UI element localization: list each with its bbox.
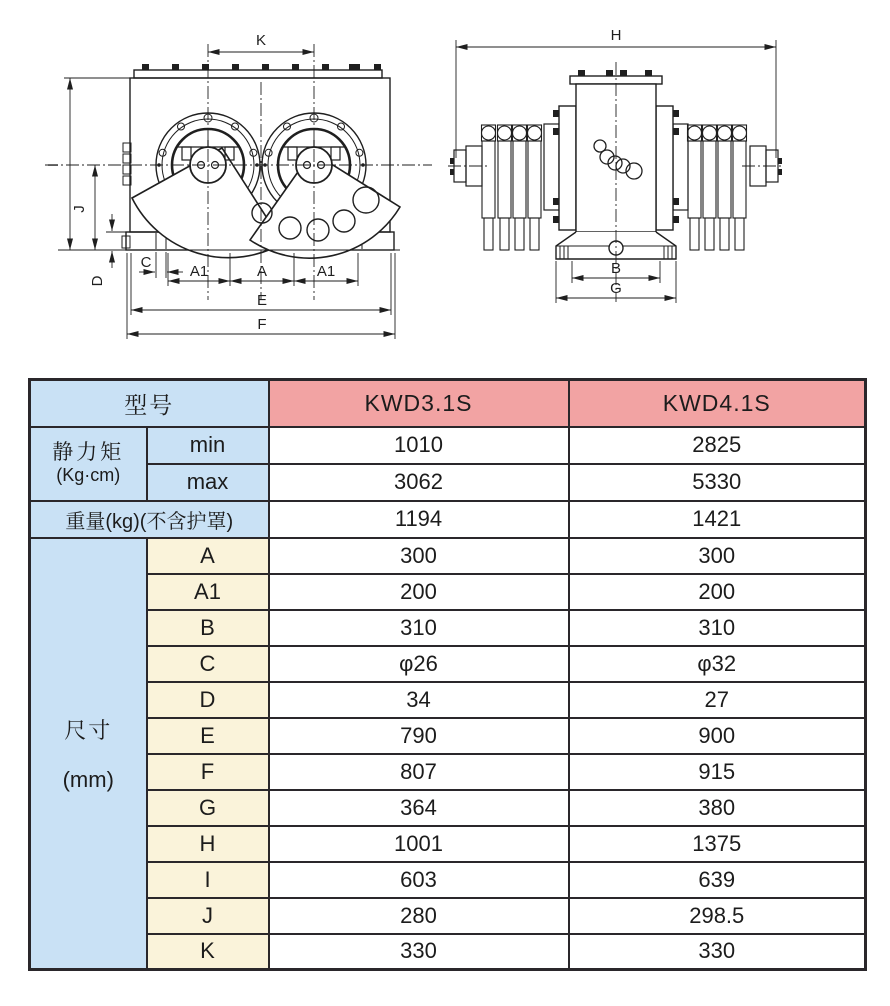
dim-row-k xyxy=(30,934,866,970)
dim-letter-cell: H xyxy=(147,826,269,862)
max-value-kwd31s: 3062 xyxy=(269,464,569,501)
dim-label-a1-right: A1 xyxy=(316,263,336,280)
dim-letter-cell: A xyxy=(147,538,269,574)
dim-row-e xyxy=(30,718,866,754)
dim-letter-cell: B xyxy=(147,610,269,646)
dim-label-k: K xyxy=(255,32,267,49)
weight-value-kwd31s: 1194 xyxy=(269,501,569,538)
model-column-kwd31s: KWD3.1S xyxy=(269,380,569,427)
side-view-drawing xyxy=(448,27,784,303)
static-moment-label: 静力矩 xyxy=(52,441,125,464)
dim-letter-cell: I xyxy=(147,862,269,898)
dim-letter-cell: E xyxy=(147,718,269,754)
dim-label-b: B xyxy=(610,260,622,277)
dim-label-h: H xyxy=(610,27,622,44)
dim-value-kwd31s: 310 xyxy=(269,610,569,646)
dim-label-g: G xyxy=(610,280,622,297)
dim-value-kwd31s: 790 xyxy=(269,718,569,754)
dimensions-label: 尺寸 xyxy=(64,717,113,743)
dim-value-kwd41s: 200 xyxy=(569,574,866,610)
static-moment-max-row xyxy=(30,464,866,501)
dim-value-kwd41s: 330 xyxy=(569,934,866,970)
dim-value-kwd41s: 310 xyxy=(569,610,866,646)
dim-letter-cell: A1 xyxy=(147,574,269,610)
dim-value-kwd41s: 915 xyxy=(569,754,866,790)
dim-letter-cell: G xyxy=(147,790,269,826)
side-left-weight-stack xyxy=(482,125,542,250)
dim-value-kwd31s: 1001 xyxy=(269,826,569,862)
dim-row-a xyxy=(30,538,866,574)
model-column-kwd41s: KWD4.1S xyxy=(569,380,866,427)
dim-value-kwd31s: 200 xyxy=(269,574,569,610)
technical-drawing xyxy=(0,0,890,372)
dim-value-kwd41s: φ32 xyxy=(569,646,866,682)
weight-label-cell: 重量(kg)(不含护罩) xyxy=(30,501,269,538)
dim-label-a: A xyxy=(256,263,268,280)
dim-letter-cell: D xyxy=(147,682,269,718)
dim-value-kwd31s: 300 xyxy=(269,538,569,574)
static-moment-label-cell xyxy=(30,427,147,501)
dim-row-c xyxy=(30,646,866,682)
weight-row xyxy=(30,501,866,538)
dim-row-j xyxy=(30,898,866,934)
dim-value-kwd41s: 298.5 xyxy=(569,898,866,934)
dim-label-i: I xyxy=(45,162,62,168)
dim-label-f: F xyxy=(257,316,267,333)
spec-table xyxy=(28,378,867,971)
dimensions-unit: (mm) xyxy=(62,766,114,792)
dim-value-kwd31s: 364 xyxy=(269,790,569,826)
dim-letter-cell: J xyxy=(147,898,269,934)
dim-value-kwd31s: 330 xyxy=(269,934,569,970)
static-moment-min-row xyxy=(30,427,866,464)
dim-row-a1 xyxy=(30,574,866,610)
min-label-cell: min xyxy=(147,427,269,464)
min-value-kwd31s: 1010 xyxy=(269,427,569,464)
max-value-kwd41s: 5330 xyxy=(569,464,866,501)
weight-value-kwd41s: 1421 xyxy=(569,501,866,538)
dim-value-kwd41s: 639 xyxy=(569,862,866,898)
dim-row-d xyxy=(30,682,866,718)
side-right-weight-stack xyxy=(688,125,747,250)
front-view-drawing xyxy=(45,32,432,339)
dim-value-kwd41s: 900 xyxy=(569,718,866,754)
dim-row-f xyxy=(30,754,866,790)
side-top-bolts xyxy=(578,70,652,76)
dim-letter-cell: F xyxy=(147,754,269,790)
dim-row-i xyxy=(30,862,866,898)
dim-row-g xyxy=(30,790,866,826)
dim-label-a1-left: A1 xyxy=(189,263,209,280)
dim-label-j: J xyxy=(71,205,88,213)
dim-row-b xyxy=(30,610,866,646)
dim-label-c: C xyxy=(140,254,152,271)
max-label-cell: max xyxy=(147,464,269,501)
dim-value-kwd31s: φ26 xyxy=(269,646,569,682)
dim-value-kwd41s: 1375 xyxy=(569,826,866,862)
dim-label-d: D xyxy=(89,275,106,287)
front-centerlines xyxy=(45,44,432,300)
dim-value-kwd41s: 27 xyxy=(569,682,866,718)
dim-label-e: E xyxy=(256,292,268,309)
dimensions-label-cell xyxy=(30,538,147,970)
front-top-bolts xyxy=(142,64,381,70)
dim-value-kwd31s: 280 xyxy=(269,898,569,934)
front-top-plate xyxy=(134,70,382,78)
min-value-kwd41s: 2825 xyxy=(569,427,866,464)
dim-value-kwd31s: 34 xyxy=(269,682,569,718)
dim-value-kwd31s: 807 xyxy=(269,754,569,790)
dim-letter-cell: C xyxy=(147,646,269,682)
dim-row-h xyxy=(30,826,866,862)
static-moment-unit: (Kg·cm) xyxy=(56,465,121,485)
dim-value-kwd31s: 603 xyxy=(269,862,569,898)
model-header-cell: 型号 xyxy=(30,380,269,427)
table-header-row xyxy=(30,380,866,427)
dim-letter-cell: K xyxy=(147,934,269,970)
dim-value-kwd41s: 380 xyxy=(569,790,866,826)
dim-value-kwd41s: 300 xyxy=(569,538,866,574)
